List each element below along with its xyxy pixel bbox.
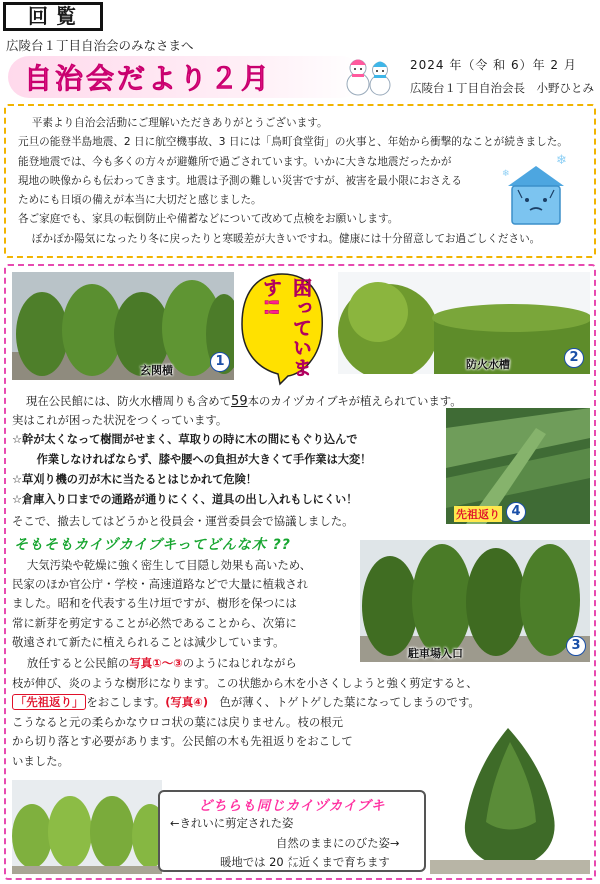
body-intro-line: 実はこれが困った状況をつくっています。 bbox=[12, 413, 228, 427]
photo-fire-water-tank bbox=[338, 272, 590, 374]
body-text-segment: 色が薄く、トゲトゲした葉になってしまうのです。 bbox=[208, 695, 480, 710]
section-subheading: そもそもカイヅカイブキってどんな木 ?? bbox=[14, 537, 291, 553]
comparison-height-note: 暖地では 20 ㍍近くまで育ちます bbox=[220, 855, 390, 869]
photo-caption: 先祖返り bbox=[456, 508, 500, 521]
problem-item: ☆倉庫入り口までの通路が通りにくく、道具の出し入れもしにくい！ bbox=[12, 493, 358, 506]
problem-item: ☆草刈り機の刃が木に当たるとはじかれて危険！ bbox=[12, 473, 257, 486]
newsletter-title: 自治会だより２月 bbox=[24, 62, 273, 95]
reversion-term: 「先祖返り」 bbox=[12, 694, 86, 710]
intro-line: 現地の映像からも伝わってきます。地震は予測の難しい災害ですが、被害を最小限におさえる bbox=[18, 174, 462, 187]
body-text-segment: のようにねじれながら bbox=[182, 656, 297, 670]
svg-text:❄: ❄ bbox=[556, 153, 567, 168]
comparison-title: どちらも同じカイヅカイブキ bbox=[198, 798, 386, 814]
issue-date: 2024 年（令 和 6）年 2 月 bbox=[410, 58, 577, 72]
cold-house-illustration bbox=[490, 150, 582, 230]
comparison-right-note: 自然のままにのびた姿→ bbox=[276, 836, 400, 850]
about-line: 大気汚染や乾燥に強く密生して目隠し効果も高いため、 bbox=[26, 558, 312, 572]
svg-text:❄: ❄ bbox=[502, 169, 510, 179]
body-text-segment: 本のカイヅカイブキが植えられています。 bbox=[247, 394, 462, 408]
explanation-line: いました。 bbox=[12, 753, 69, 768]
about-line: ました。昭和を代表する生け垣ですが、樹形を保つには bbox=[12, 596, 297, 611]
photo-number-badge: 4 bbox=[506, 502, 526, 522]
intro-line: ためにも日頃の備えが本当に大切だと感じました。 bbox=[18, 194, 262, 207]
about-paragraph bbox=[12, 556, 311, 652]
body-text-segment: 現在公民館には、防火水槽周りも含めて bbox=[26, 394, 232, 408]
photo-parking-entrance bbox=[360, 540, 590, 662]
photo-caption: 玄関横 bbox=[140, 364, 173, 377]
photo-caption: 駐車場入口 bbox=[408, 647, 463, 660]
about-line: 民家のほか官公庁・学校・高速道路などで大量に植栽され bbox=[12, 577, 309, 592]
photo-pruned-hedge bbox=[12, 780, 162, 874]
tree-count: 59 bbox=[231, 394, 248, 409]
intro-line: 平素より自治会活動にご理解いただきありがとうございます。 bbox=[31, 117, 328, 129]
newsletter-title-banner bbox=[8, 56, 362, 98]
about-line: 敬遠されて新たに植えられることは減少しています。 bbox=[12, 634, 285, 649]
photo-caption: 防火水槽 bbox=[466, 358, 510, 371]
problem-item: 作業しなければならず、膝や腰への負担が大きくて手作業は大変！ bbox=[36, 453, 372, 466]
kairan-stamp: 回覧 bbox=[3, 2, 103, 31]
about-line: 常に新芽を剪定することが必然であることから、次第に bbox=[12, 615, 297, 630]
explanation-line bbox=[12, 693, 480, 713]
problem-list bbox=[12, 430, 371, 510]
body-text-segment: 放任すると公民館の bbox=[26, 656, 130, 670]
comparison-left-note: ←きれいに剪定された姿 bbox=[170, 816, 294, 830]
body-intro-line bbox=[26, 392, 462, 412]
explanation-line: 枝が伸び、炎のような樹形になります。この状態から木を小さくしようと強く剪定すると、 bbox=[12, 675, 478, 690]
photo-natural-tree bbox=[430, 722, 590, 874]
body-text-segment: をおこします。 bbox=[86, 695, 166, 710]
problem-item: ☆幹が太くなって樹間がせまく、草取りの時に木の間にもぐり込んで bbox=[12, 433, 358, 446]
intro-line: 能登地震では、今も多くの方々が避難所で過ごされています。いかに大きな地震だったかが bbox=[18, 155, 452, 168]
explanation-paragraph bbox=[12, 654, 480, 772]
recipient-line: 広陵台１丁目自治会のみなさまへ bbox=[6, 38, 194, 53]
photo-number-badge: 2 bbox=[564, 348, 584, 368]
komatte-text: 困っています!! bbox=[260, 278, 312, 378]
intro-line: ぽかぽか陽気になったり冬に戻ったりと寒暖差が大きいですね。健康には十分留意してお過ごしください。 bbox=[31, 232, 541, 245]
intro-line: 各ご家庭でも、家具の転倒防止や備蓄などについて改めて点検をお願いします。 bbox=[18, 213, 399, 226]
comparison-box bbox=[158, 790, 426, 872]
explanation-line: から切り落とす必要があります。公民館の木も先祖返りをおこして bbox=[12, 734, 353, 749]
photo-number-badge: 1 bbox=[210, 352, 230, 372]
body-line: そこで、撤去してはどうかと役員会・運営委員会で協議しました。 bbox=[12, 514, 354, 528]
photo-entrance-side bbox=[12, 272, 234, 380]
explanation-line: こうなると元の柔らかなウロコ状の葉には戻りません。枝の根元 bbox=[12, 714, 344, 729]
intro-line: 元旦の能登半島地震、2 日に航空機事故、3 日には「鳥町食堂街」の火事と、年始から衝撃的なことが続きました。 bbox=[18, 136, 568, 149]
author-line: 広陵台１丁目自治会長 小野ひとみ bbox=[410, 81, 594, 95]
snowmen-illustration bbox=[344, 54, 394, 100]
photo-reference: 写真①～③ bbox=[129, 656, 183, 670]
photo-reference: (写真④) bbox=[165, 695, 209, 710]
photo-number-badge: 3 bbox=[566, 636, 586, 656]
explanation-line bbox=[12, 654, 480, 674]
